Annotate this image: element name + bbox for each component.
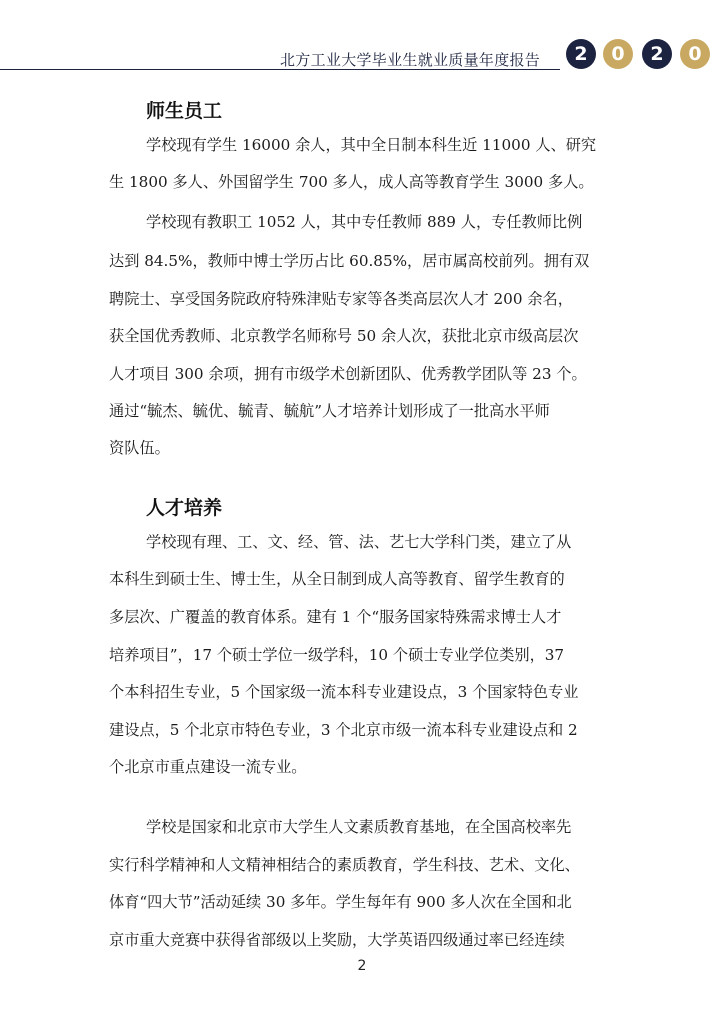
paragraph-line: 培养项目”，17 个硕士学位一级学科，10 个硕士专业学位类别，37	[109, 646, 565, 664]
paragraph-line: 获全国优秀教师、北京教学名师称号 50 余人次，获批北京市级高层次	[109, 327, 579, 345]
paragraph-line: 建设点，5 个北京市特色专业，3 个北京市级一流本科专业建设点和 2	[109, 721, 578, 739]
year-badges	[566, 39, 716, 69]
paragraph-line: 多层次、广覆盖的教育体系。建有 1 个“服务国家特殊需求博士人才	[109, 608, 562, 626]
page-header	[0, 0, 724, 80]
paragraph-line: 个北京市重点建设一流专业。	[109, 758, 307, 776]
section-heading-faculty-students: 师生员工	[146, 100, 223, 122]
paragraph-line: 实行科学精神和人文精神相结合的素质教育，学生科技、艺术、文化、	[109, 856, 580, 874]
paragraph-line: 个本科招生专业，5 个国家级一流本科专业建设点，3 个国家特色专业	[109, 683, 579, 701]
header-divider	[0, 69, 560, 70]
paragraph-line: 学校现有教职工 1052 人，其中专任教师 889 人，专任教师比例	[146, 213, 583, 231]
paragraph-line: 达到 84.5%，教师中博士学历占比 60.85%，居市属高校前列。拥有双	[109, 252, 590, 270]
section-heading-talent-training: 人才培养	[146, 497, 223, 519]
paragraph-line: 学校现有学生 16000 余人，其中全日制本科生近 11000 人、研究	[146, 136, 597, 154]
paragraph-line: 人才项目 300 余项，拥有市级学术创新团队、优秀教学团队等 23 个。	[109, 365, 587, 383]
year-digit-badge: 2	[642, 39, 672, 69]
paragraph-line: 体育“四大节”活动延续 30 多年。学生每年有 900 多人次在全国和北	[109, 893, 572, 911]
year-digit-badge: 2	[566, 39, 596, 69]
year-digit-badge: 0	[680, 39, 710, 69]
paragraph-line: 学校是国家和北京市大学生人文素质教育基地，在全国高校率先	[146, 818, 572, 836]
paragraph-line: 本科生到硕士生、博士生，从全日制到成人高等教育、留学生教育的	[109, 570, 565, 588]
paragraph-line: 聘院士、享受国务院政府特殊津贴专家等各类高层次人才 200 余名，	[109, 290, 573, 308]
paragraph-line: 通过“毓杰、毓优、毓青、毓航”人才培养计划形成了一批高水平师	[109, 402, 550, 420]
page-number: 2	[357, 958, 367, 974]
report-title: 北方工业大学毕业生就业质量年度报告	[280, 51, 541, 69]
paragraph-line: 京市重大竞赛中获得省部级以上奖励，大学英语四级通过率已经连续	[109, 931, 565, 949]
paragraph-line: 生 1800 多人、外国留学生 700 多人，成人高等教育学生 3000 多人。	[109, 173, 594, 191]
year-digit-badge: 0	[603, 39, 633, 69]
paragraph-line: 资队伍。	[109, 439, 170, 457]
paragraph-line: 学校现有理、工、文、经、管、法、艺七大学科门类，建立了从	[146, 533, 572, 551]
